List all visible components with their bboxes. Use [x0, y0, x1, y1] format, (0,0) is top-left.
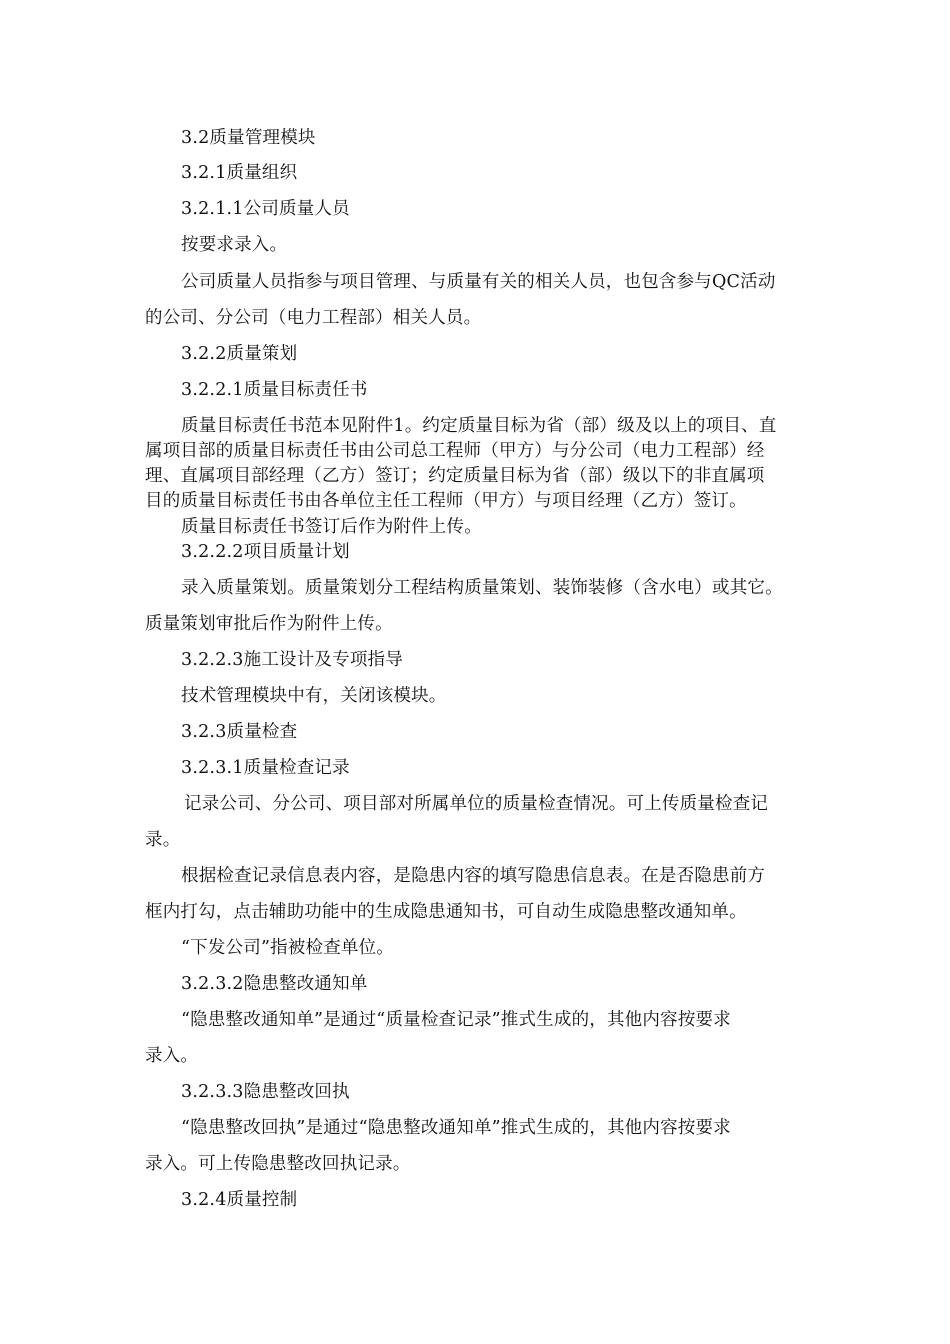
paragraph-line: 属项目部的质量目标责任书由公司总工程师（甲方）与分公司（电力工程部）经	[145, 441, 765, 461]
subsection-heading: 3.2.2.2项目质量计划	[181, 542, 350, 562]
paragraph-line: 质量策划审批后作为附件上传。	[145, 614, 393, 634]
paragraph-line: “下发公司”指被检查单位。	[181, 938, 394, 958]
paragraph-line: 目的质量目标责任书由各单位主任工程师（甲方）与项目经理（乙方）签订。	[145, 491, 747, 511]
paragraph-line: 录入。可上传隐患整改回执记录。	[145, 1154, 411, 1174]
subsection-heading: 3.2.4质量控制	[181, 1190, 298, 1210]
paragraph-line: 框内打勾，点击辅助功能中的生成隐患通知书，可自动生成隐患整改通知单。	[145, 902, 747, 922]
paragraph-line: 记录公司、分公司、项目部对所属单位的质量检查情况。可上传质量检查记	[184, 794, 769, 814]
paragraph-line: 质量目标责任书范本见附件1。约定质量目标为省（部）级及以上的项目、直	[181, 416, 777, 436]
subsection-heading: 3.2.3.1质量检查记录	[181, 758, 350, 778]
subsection-heading: 3.2.1质量组织	[181, 163, 298, 183]
subsection-heading: 3.2.2.3施工设计及专项指导	[181, 650, 403, 670]
paragraph-line: 根据检查记录信息表内容，是隐患内容的填写隐患信息表。在是否隐患前方	[181, 866, 766, 886]
paragraph-line: 录入。	[145, 1046, 199, 1066]
subsection-heading: 3.2.1.1公司质量人员	[181, 199, 350, 219]
paragraph-line: 录。	[145, 830, 181, 850]
paragraph-line: 按要求录入。	[181, 235, 288, 255]
subsection-heading: 3.2.3.2隐患整改通知单	[181, 974, 368, 994]
paragraph-line: 的公司、分公司（电力工程部）相关人员。	[145, 308, 482, 328]
subsection-heading: 3.2.2质量策划	[181, 344, 298, 364]
paragraph-line: 录入质量策划。质量策划分工程结构质量策划、装饰装修（含水电）或其它。	[181, 578, 783, 598]
subsection-heading: 3.2.2.1质量目标责任书	[181, 380, 368, 400]
paragraph-line: 理、直属项目部经理（乙方）签订；约定质量目标为省（部）级以下的非直属项	[145, 466, 765, 486]
paragraph-line: 技术管理模块中有，关闭该模块。	[181, 686, 447, 706]
paragraph-line: “隐患整改回执”是通过“隐患整改通知单”推式生成的，其他内容按要求	[181, 1118, 731, 1138]
section-heading: 3.2质量管理模块	[181, 128, 316, 148]
paragraph-line: “隐患整改通知单”是通过“质量检查记录”推式生成的，其他内容按要求	[181, 1010, 731, 1030]
paragraph-line: 公司质量人员指参与项目管理、与质量有关的相关人员，也包含参与QC活动	[181, 272, 776, 292]
paragraph-line: 质量目标责任书签订后作为附件上传。	[181, 517, 482, 537]
subsection-heading: 3.2.3.3隐患整改回执	[181, 1082, 350, 1102]
subsection-heading: 3.2.3质量检查	[181, 722, 298, 742]
